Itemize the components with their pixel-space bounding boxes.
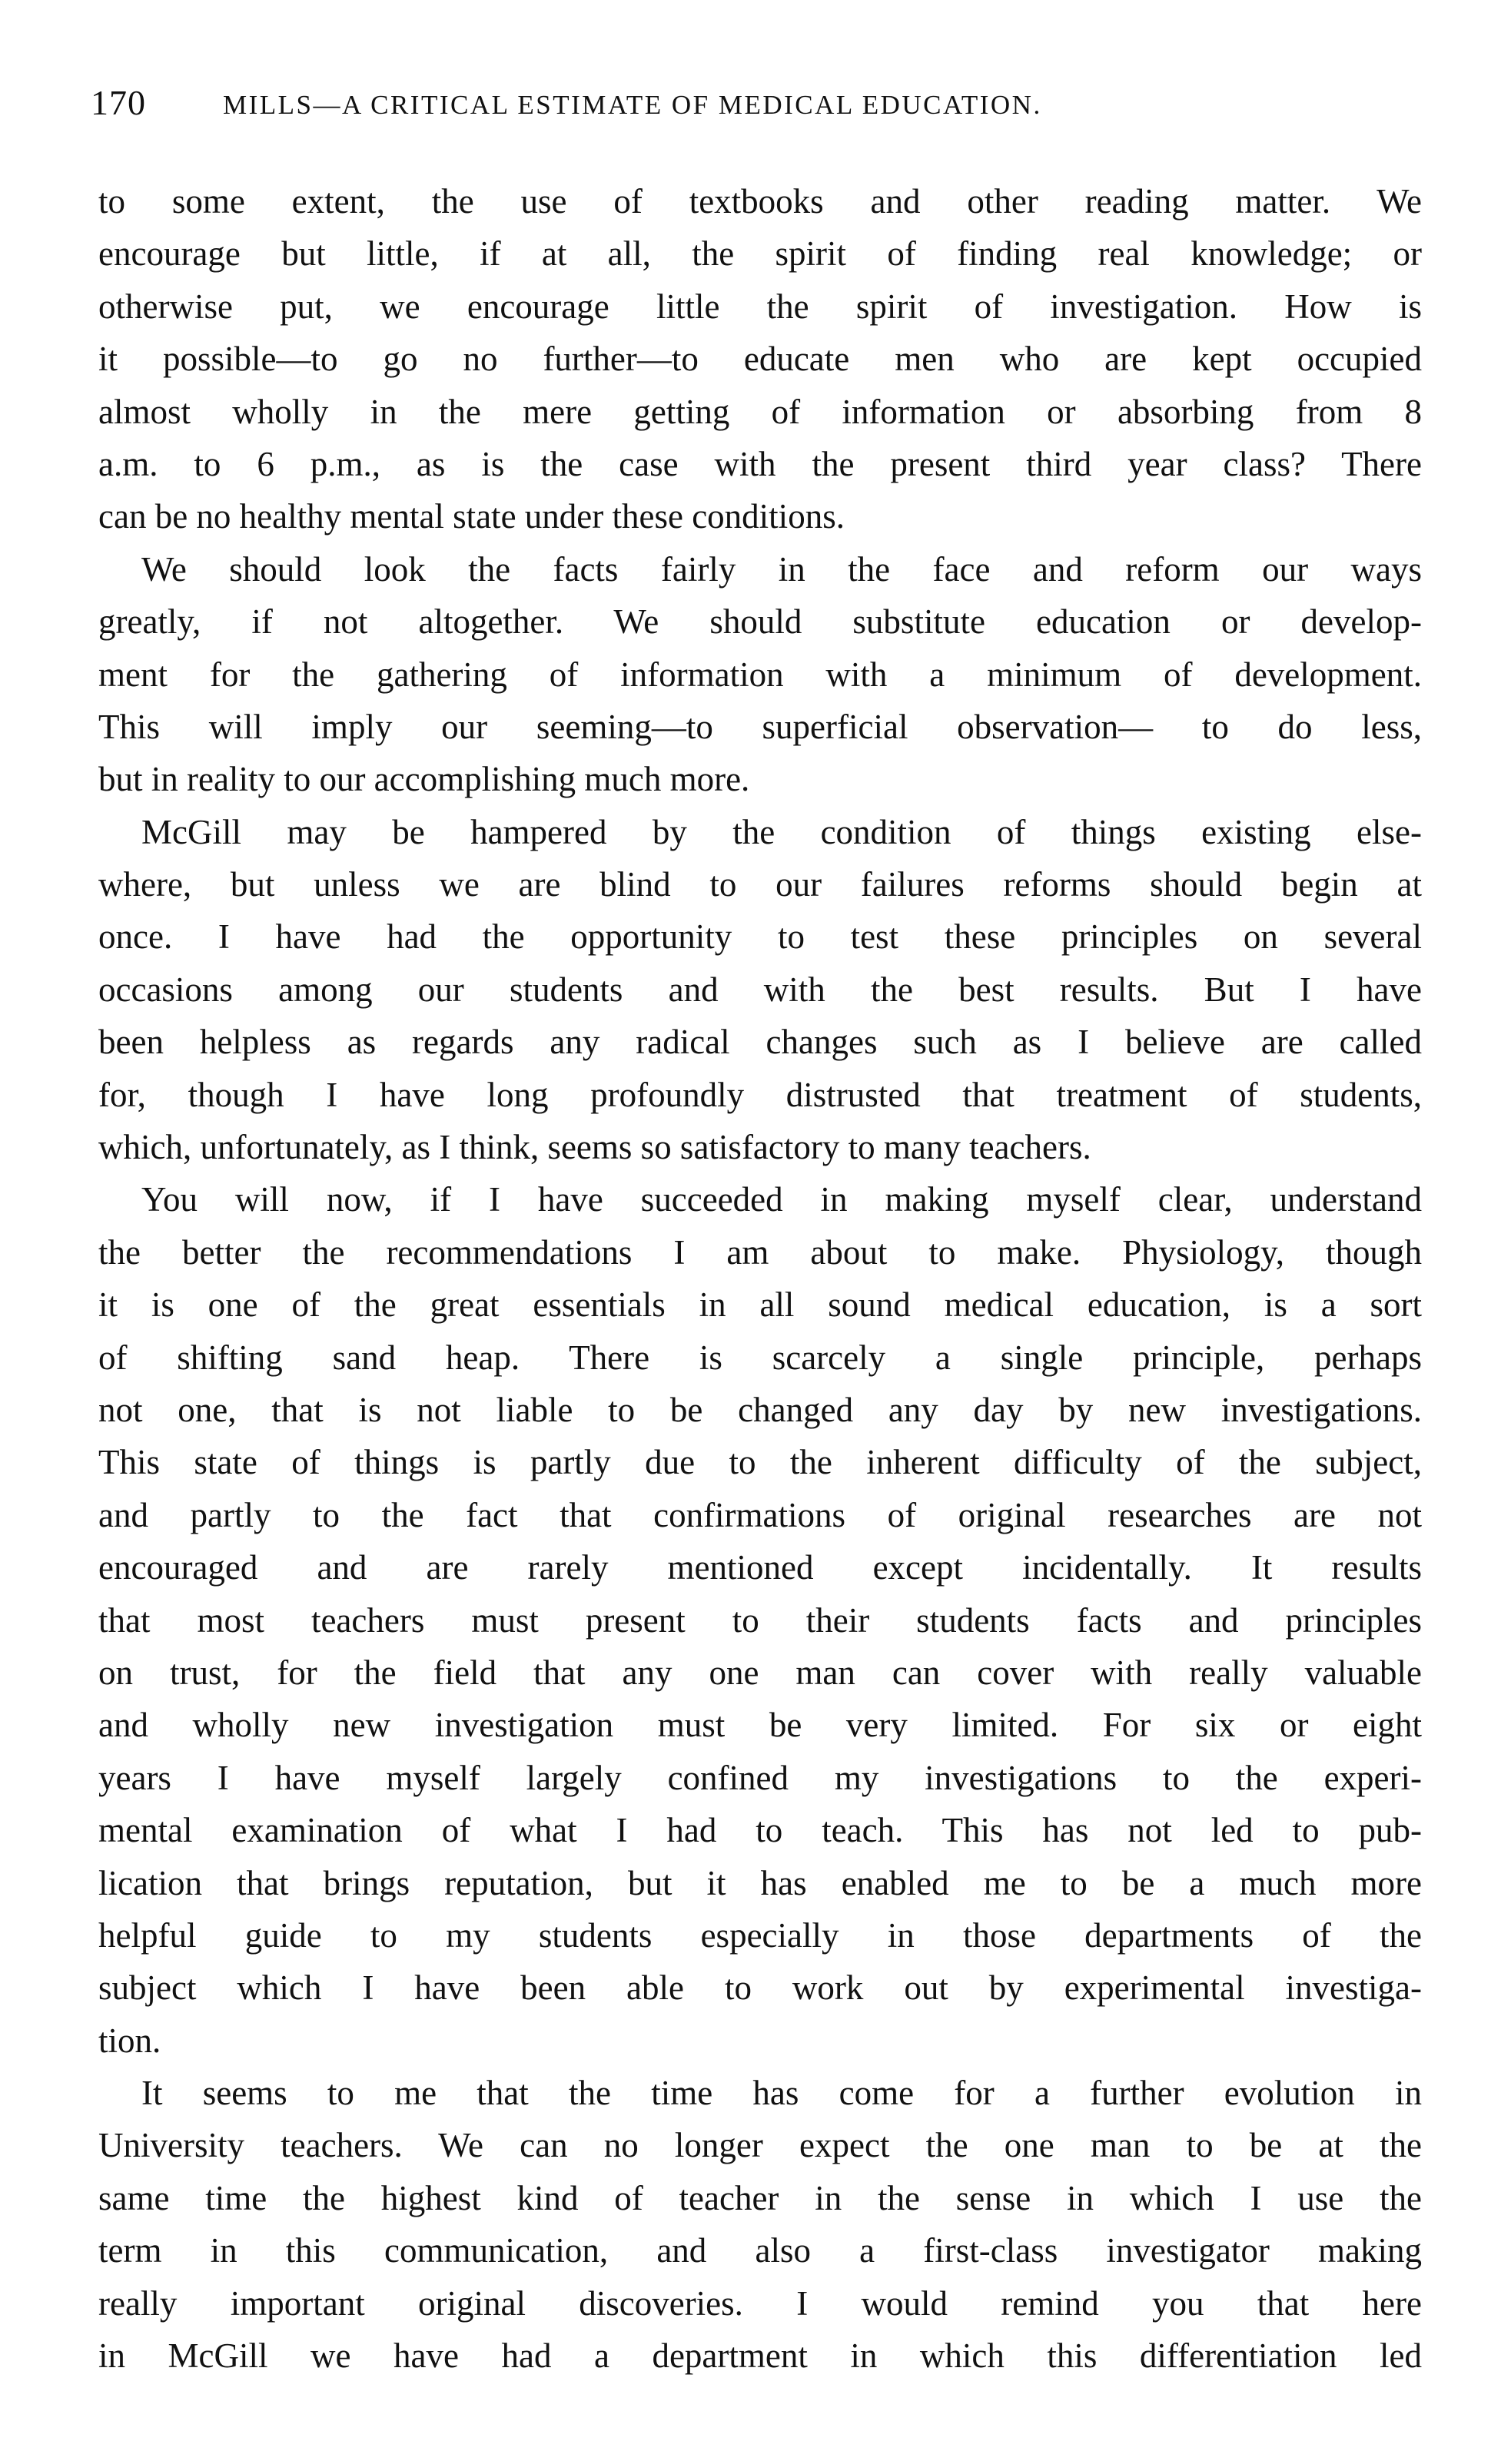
text-line: University teachers. We can no longer expect the one man to be at the (98, 2126, 1422, 2165)
paragraph (98, 543, 1422, 806)
running-title: MILLS—A CRITICAL ESTIMATE OF MEDICAL EDUCATION. (223, 90, 1042, 120)
paragraph (98, 1173, 1422, 2067)
body-text (98, 175, 1422, 2382)
text-line: It seems to me that the time has come for a further evolution in (141, 2074, 1422, 2113)
text-line: for, though I have long profoundly distrusted that treatment of students, (98, 1075, 1422, 1114)
text-line: really important original discoveries. I would remind you that here (98, 2283, 1422, 2323)
text-line: and partly to the fact that confirmations of original researches are not (98, 1495, 1422, 1534)
text-line: in McGill we have had a department in which this differentiation led (98, 2336, 1422, 2376)
paragraph (98, 806, 1422, 1174)
running-head (91, 80, 1420, 134)
text-line: otherwise put, we encourage little the spirit of investigation. How is (98, 287, 1422, 326)
text-line: which, unfortunately, as I think, seems so satisfactory to many teachers. (98, 1128, 1091, 1167)
text-line: and wholly new investigation must be very limited. For six or eight (98, 1706, 1422, 1745)
text-line: it is one of the great essentials in all sound medical education, is a sort (98, 1285, 1422, 1325)
text-line: a.m. to 6 p.m., as is the case with the present third year class? There (98, 444, 1422, 483)
text-line: it possible—to go no further—to educate men who are kept occupied (98, 340, 1422, 379)
text-line: the better the recommendations I am about to make. Physiology, though (98, 1232, 1422, 1272)
text-line: McGill may be hampered by the condition of things existing else- (141, 812, 1422, 851)
text-line: on trust, for the field that any one man can cover with really valuable (98, 1653, 1422, 1692)
text-line: where, but unless we are blind to our failures reforms should begin at (98, 865, 1422, 904)
text-line: but in reality to our accomplishing much more. (98, 760, 750, 799)
text-line: subject which I have been able to work out by experimental investiga- (98, 1968, 1422, 2008)
text-line: encouraged and are rarely mentioned except incidentally. It results (98, 1548, 1422, 1587)
text-line: once. I have had the opportunity to test these principles on several (98, 917, 1422, 957)
page-number: 170 (91, 83, 146, 122)
text-line: occasions among our students and with the best results. But I have (98, 970, 1422, 1009)
text-line: years I have myself largely confined my investigations to the experi- (98, 1758, 1422, 1797)
text-line: This will imply our seeming—to superficial observation— to do less, (98, 707, 1422, 746)
text-line: ment for the gathering of information with a minimum of development. (98, 655, 1422, 694)
text-line: We should look the facts fairly in the face and reform our ways (141, 549, 1422, 589)
text-line: been helpless as regards any radical changes such as I believe are called (98, 1023, 1422, 1062)
text-line: This state of things is partly due to the inherent difficulty of the subject, (98, 1443, 1422, 1482)
text-line: of shifting sand heap. There is scarcely a single principle, perhaps (98, 1338, 1422, 1377)
paragraph (98, 175, 1422, 543)
text-line: greatly, if not altogether. We should substitute education or develop- (98, 602, 1422, 642)
text-line: that most teachers must present to their students facts and principles (98, 1600, 1422, 1640)
text-line: almost wholly in the mere getting of information or absorbing from 8 (98, 392, 1422, 431)
text-line: lication that brings reputation, but it has enabled me to be a much more (98, 1863, 1422, 1902)
text-line: can be no healthy mental state under these conditions. (98, 497, 845, 536)
text-line: mental examination of what I had to teach. This has not led to pub- (98, 1811, 1422, 1850)
text-line: to some extent, the use of textbooks and other reading matter. We (98, 182, 1422, 221)
text-line: term in this communication, and also a first-class investigator making (98, 2231, 1422, 2270)
text-line: not one, that is not liable to be changed any day by new investigations. (98, 1390, 1422, 1429)
text-line: helpful guide to my students especially in those departments of the (98, 1915, 1422, 1955)
text-line: encourage but little, if at all, the spirit of finding real knowledge; or (98, 234, 1422, 274)
text-line: same time the highest kind of teacher in the sense in which I use the (98, 2178, 1422, 2217)
paragraph (98, 2067, 1422, 2382)
text-line: You will now, if I have succeeded in making myself clear, understand (141, 1180, 1422, 1219)
text-line: tion. (98, 2021, 161, 2060)
